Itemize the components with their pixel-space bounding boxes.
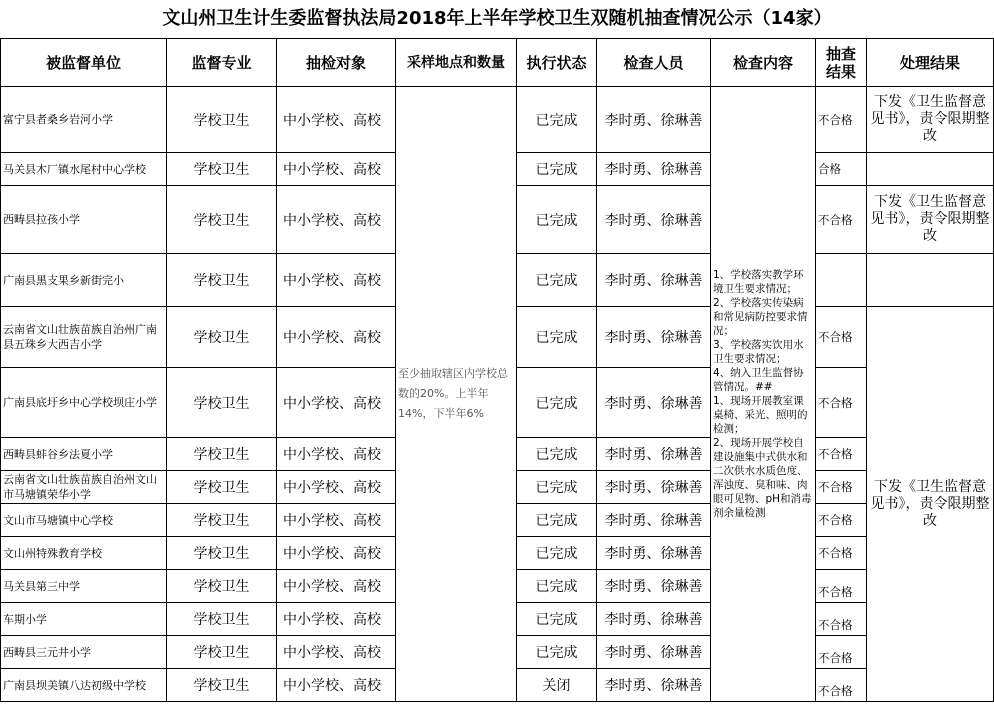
header-status: 执行状态 bbox=[517, 39, 597, 87]
unit-cell: 西畴县蚌谷乡法夏小学 bbox=[1, 438, 167, 471]
sampling-cell: 至少抽取辖区内学校总数的20%。上半年14%，下半年6% bbox=[396, 87, 517, 702]
handling-cell: 下发《卫生监督意见书》，责令限期整改 bbox=[867, 87, 994, 153]
target-cell: 中小学校、高校 bbox=[277, 537, 396, 570]
inspectors-cell: 李时勇、徐琳善 bbox=[597, 537, 711, 570]
status-cell: 关闭 bbox=[517, 669, 597, 702]
unit-cell: 车期小学 bbox=[1, 603, 167, 636]
header-result: 抽查结果 bbox=[816, 39, 867, 87]
target-cell: 中小学校、高校 bbox=[277, 603, 396, 636]
unit-cell: 马关县第三中学 bbox=[1, 570, 167, 603]
inspectors-cell: 李时勇、徐琳善 bbox=[597, 254, 711, 307]
unit-cell: 文山市马塘镇中心学校 bbox=[1, 504, 167, 537]
result-cell: 不合格 bbox=[816, 570, 867, 603]
target-cell: 中小学校、高校 bbox=[277, 471, 396, 504]
inspectors-cell: 李时勇、徐琳善 bbox=[597, 669, 711, 702]
result-cell: 不合格 bbox=[816, 504, 867, 537]
unit-cell: 广南县底圩乡中心学校坝庄小学 bbox=[1, 368, 167, 438]
specialty-cell: 学校卫生 bbox=[167, 570, 277, 603]
specialty-cell: 学校卫生 bbox=[167, 438, 277, 471]
handling-cell: 下发《卫生监督意见书》，责令限期整改 bbox=[867, 186, 994, 254]
specialty-cell: 学校卫生 bbox=[167, 537, 277, 570]
status-cell: 已完成 bbox=[517, 254, 597, 307]
content-text: 1、学校落实教学环境卫生要求情况； 2、学校落实传染病和常见病防控要求情况； 3、学校落实饮用水卫生要求情况； 4、纳入卫生监督协管情况。## 1、现场开展教室课桌椅、采光、照明的检测； 2、现场开展学校自建设施集中式供水和二次供水水质色度、浑浊度、臭和味、肉眼可见物、pH和消毒剂余量检测 bbox=[713, 269, 812, 519]
specialty-cell: 学校卫生 bbox=[167, 87, 277, 153]
status-cell: 已完成 bbox=[517, 368, 597, 438]
result-cell: 不合格 bbox=[816, 537, 867, 570]
target-cell: 中小学校、高校 bbox=[277, 186, 396, 254]
status-cell: 已完成 bbox=[517, 87, 597, 153]
specialty-cell: 学校卫生 bbox=[167, 669, 277, 702]
result-cell bbox=[816, 254, 867, 307]
status-cell: 已完成 bbox=[517, 307, 597, 368]
specialty-cell: 学校卫生 bbox=[167, 153, 277, 186]
inspectors-cell: 李时勇、徐琳善 bbox=[597, 471, 711, 504]
unit-cell: 文山州特殊教育学校 bbox=[1, 537, 167, 570]
status-cell: 已完成 bbox=[517, 636, 597, 669]
page-title: 文山州卫生计生委监督执法局2018年上半年学校卫生双随机抽查情况公示（14家） bbox=[162, 8, 832, 29]
status-cell: 已完成 bbox=[517, 438, 597, 471]
specialty-cell: 学校卫生 bbox=[167, 254, 277, 307]
result-cell: 不合格 bbox=[816, 636, 867, 669]
inspectors-cell: 李时勇、徐琳善 bbox=[597, 368, 711, 438]
inspectors-cell: 李时勇、徐琳善 bbox=[597, 307, 711, 368]
header-specialty: 监督专业 bbox=[167, 39, 277, 87]
result-cell: 不合格 bbox=[816, 603, 867, 636]
handling-cell: 下发《卫生监督意见书》，责令限期整改 bbox=[867, 307, 994, 702]
inspection-table bbox=[0, 38, 994, 702]
status-cell: 已完成 bbox=[517, 537, 597, 570]
content-cell bbox=[711, 87, 816, 702]
target-cell: 中小学校、高校 bbox=[277, 669, 396, 702]
status-cell: 已完成 bbox=[517, 186, 597, 254]
target-cell: 中小学校、高校 bbox=[277, 153, 396, 186]
inspectors-cell: 李时勇、徐琳善 bbox=[597, 570, 711, 603]
inspectors-cell: 李时勇、徐琳善 bbox=[597, 186, 711, 254]
specialty-cell: 学校卫生 bbox=[167, 603, 277, 636]
result-cell: 不合格 bbox=[816, 438, 867, 471]
specialty-cell: 学校卫生 bbox=[167, 636, 277, 669]
header-handling: 处理结果 bbox=[867, 39, 994, 87]
handling-cell-empty bbox=[867, 254, 994, 307]
header-row bbox=[1, 39, 994, 87]
unit-cell: 云南省文山壮族苗族自治州广南县五珠乡大西吉小学 bbox=[1, 307, 167, 368]
status-cell: 已完成 bbox=[517, 471, 597, 504]
unit-cell: 富宁县者桑乡岩河小学 bbox=[1, 87, 167, 153]
target-cell: 中小学校、高校 bbox=[277, 307, 396, 368]
header-target: 抽检对象 bbox=[277, 39, 396, 87]
status-cell: 已完成 bbox=[517, 603, 597, 636]
header-content: 检查内容 bbox=[711, 39, 816, 87]
result-cell: 不合格 bbox=[816, 669, 867, 702]
result-cell: 不合格 bbox=[816, 368, 867, 438]
unit-cell: 马关县木厂镇水尾村中心学校 bbox=[1, 153, 167, 186]
status-cell: 已完成 bbox=[517, 504, 597, 537]
unit-cell: 西畴县三元井小学 bbox=[1, 636, 167, 669]
target-cell: 中小学校、高校 bbox=[277, 254, 396, 307]
specialty-cell: 学校卫生 bbox=[167, 186, 277, 254]
unit-cell: 云南省文山壮族苗族自治州文山市马塘镇荣华小学 bbox=[1, 471, 167, 504]
unit-cell: 西畴县拉孩小学 bbox=[1, 186, 167, 254]
status-cell: 已完成 bbox=[517, 153, 597, 186]
result-cell: 不合格 bbox=[816, 87, 867, 153]
inspectors-cell: 李时勇、徐琳善 bbox=[597, 603, 711, 636]
inspectors-cell: 李时勇、徐琳善 bbox=[597, 438, 711, 471]
result-cell: 不合格 bbox=[816, 307, 867, 368]
unit-cell: 广南县坝美镇八达初级中学校 bbox=[1, 669, 167, 702]
result-cell: 不合格 bbox=[816, 186, 867, 254]
inspectors-cell: 李时勇、徐琳善 bbox=[597, 87, 711, 153]
target-cell: 中小学校、高校 bbox=[277, 87, 396, 153]
result-cell: 不合格 bbox=[816, 471, 867, 504]
unit-cell: 广南县黑支果乡新街完小 bbox=[1, 254, 167, 307]
header-unit: 被监督单位 bbox=[1, 39, 167, 87]
specialty-cell: 学校卫生 bbox=[167, 504, 277, 537]
inspectors-cell: 李时勇、徐琳善 bbox=[597, 636, 711, 669]
target-cell: 中小学校、高校 bbox=[277, 636, 396, 669]
target-cell: 中小学校、高校 bbox=[277, 570, 396, 603]
header-sampling: 采样地点和数量 bbox=[396, 39, 517, 87]
specialty-cell: 学校卫生 bbox=[167, 368, 277, 438]
target-cell: 中小学校、高校 bbox=[277, 438, 396, 471]
inspectors-cell: 李时勇、徐琳善 bbox=[597, 153, 711, 186]
inspectors-cell: 李时勇、徐琳善 bbox=[597, 504, 711, 537]
handling-cell-empty bbox=[867, 153, 994, 186]
specialty-cell: 学校卫生 bbox=[167, 471, 277, 504]
result-cell: 合格 bbox=[816, 153, 867, 186]
status-cell: 已完成 bbox=[517, 570, 597, 603]
target-cell: 中小学校、高校 bbox=[277, 368, 396, 438]
specialty-cell: 学校卫生 bbox=[167, 307, 277, 368]
target-cell: 中小学校、高校 bbox=[277, 504, 396, 537]
table-row bbox=[1, 87, 994, 153]
header-inspectors: 检查人员 bbox=[597, 39, 711, 87]
